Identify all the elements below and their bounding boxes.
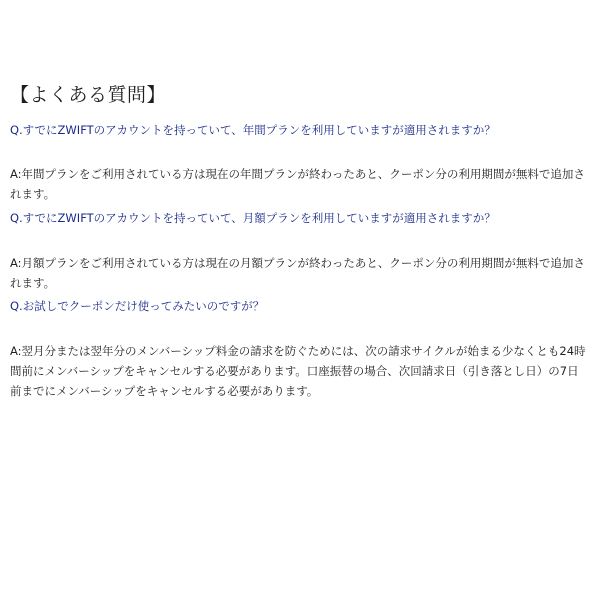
faq-question-trial-coupon: Q.お試しでクーポンだけ使ってみたいのですが？ — [10, 299, 265, 313]
faq-heading: 【よくある質問】 — [10, 84, 167, 106]
faq-answer-annual-plan: A:年間プランをご利用されている方は現在の年間プランが終わったあと、クーポン分の利用期間が無料で追加されます。 — [10, 167, 585, 201]
faq-question-annual-plan: Q.すでにZWIFTのアカウントを持っていて、年間プランを利用していますが適用されますか？ — [10, 123, 496, 137]
faq-answer-trial-coupon: A:翌月分または翌年分のメンバーシップ料金の請求を防ぐためには、次の請求サイクルが始まる少なくとも24時間前にメンバーシップをキャンセルする必要があります。口座振替の場合、次回請求日（引き落とし日）の7日前までにメンバーシップをキャンセルする必要があります。 — [10, 344, 586, 398]
faq-question-monthly-plan: Q.すでにZWIFTのアカウントを持っていて、月額プランを利用していますが適用されますか？ — [10, 211, 496, 225]
faq-answer-monthly-plan: A:月額プランをご利用されている方は現在の月額プランが終わったあと、クーポン分の利用期間が無料で追加されます。 — [10, 256, 585, 290]
